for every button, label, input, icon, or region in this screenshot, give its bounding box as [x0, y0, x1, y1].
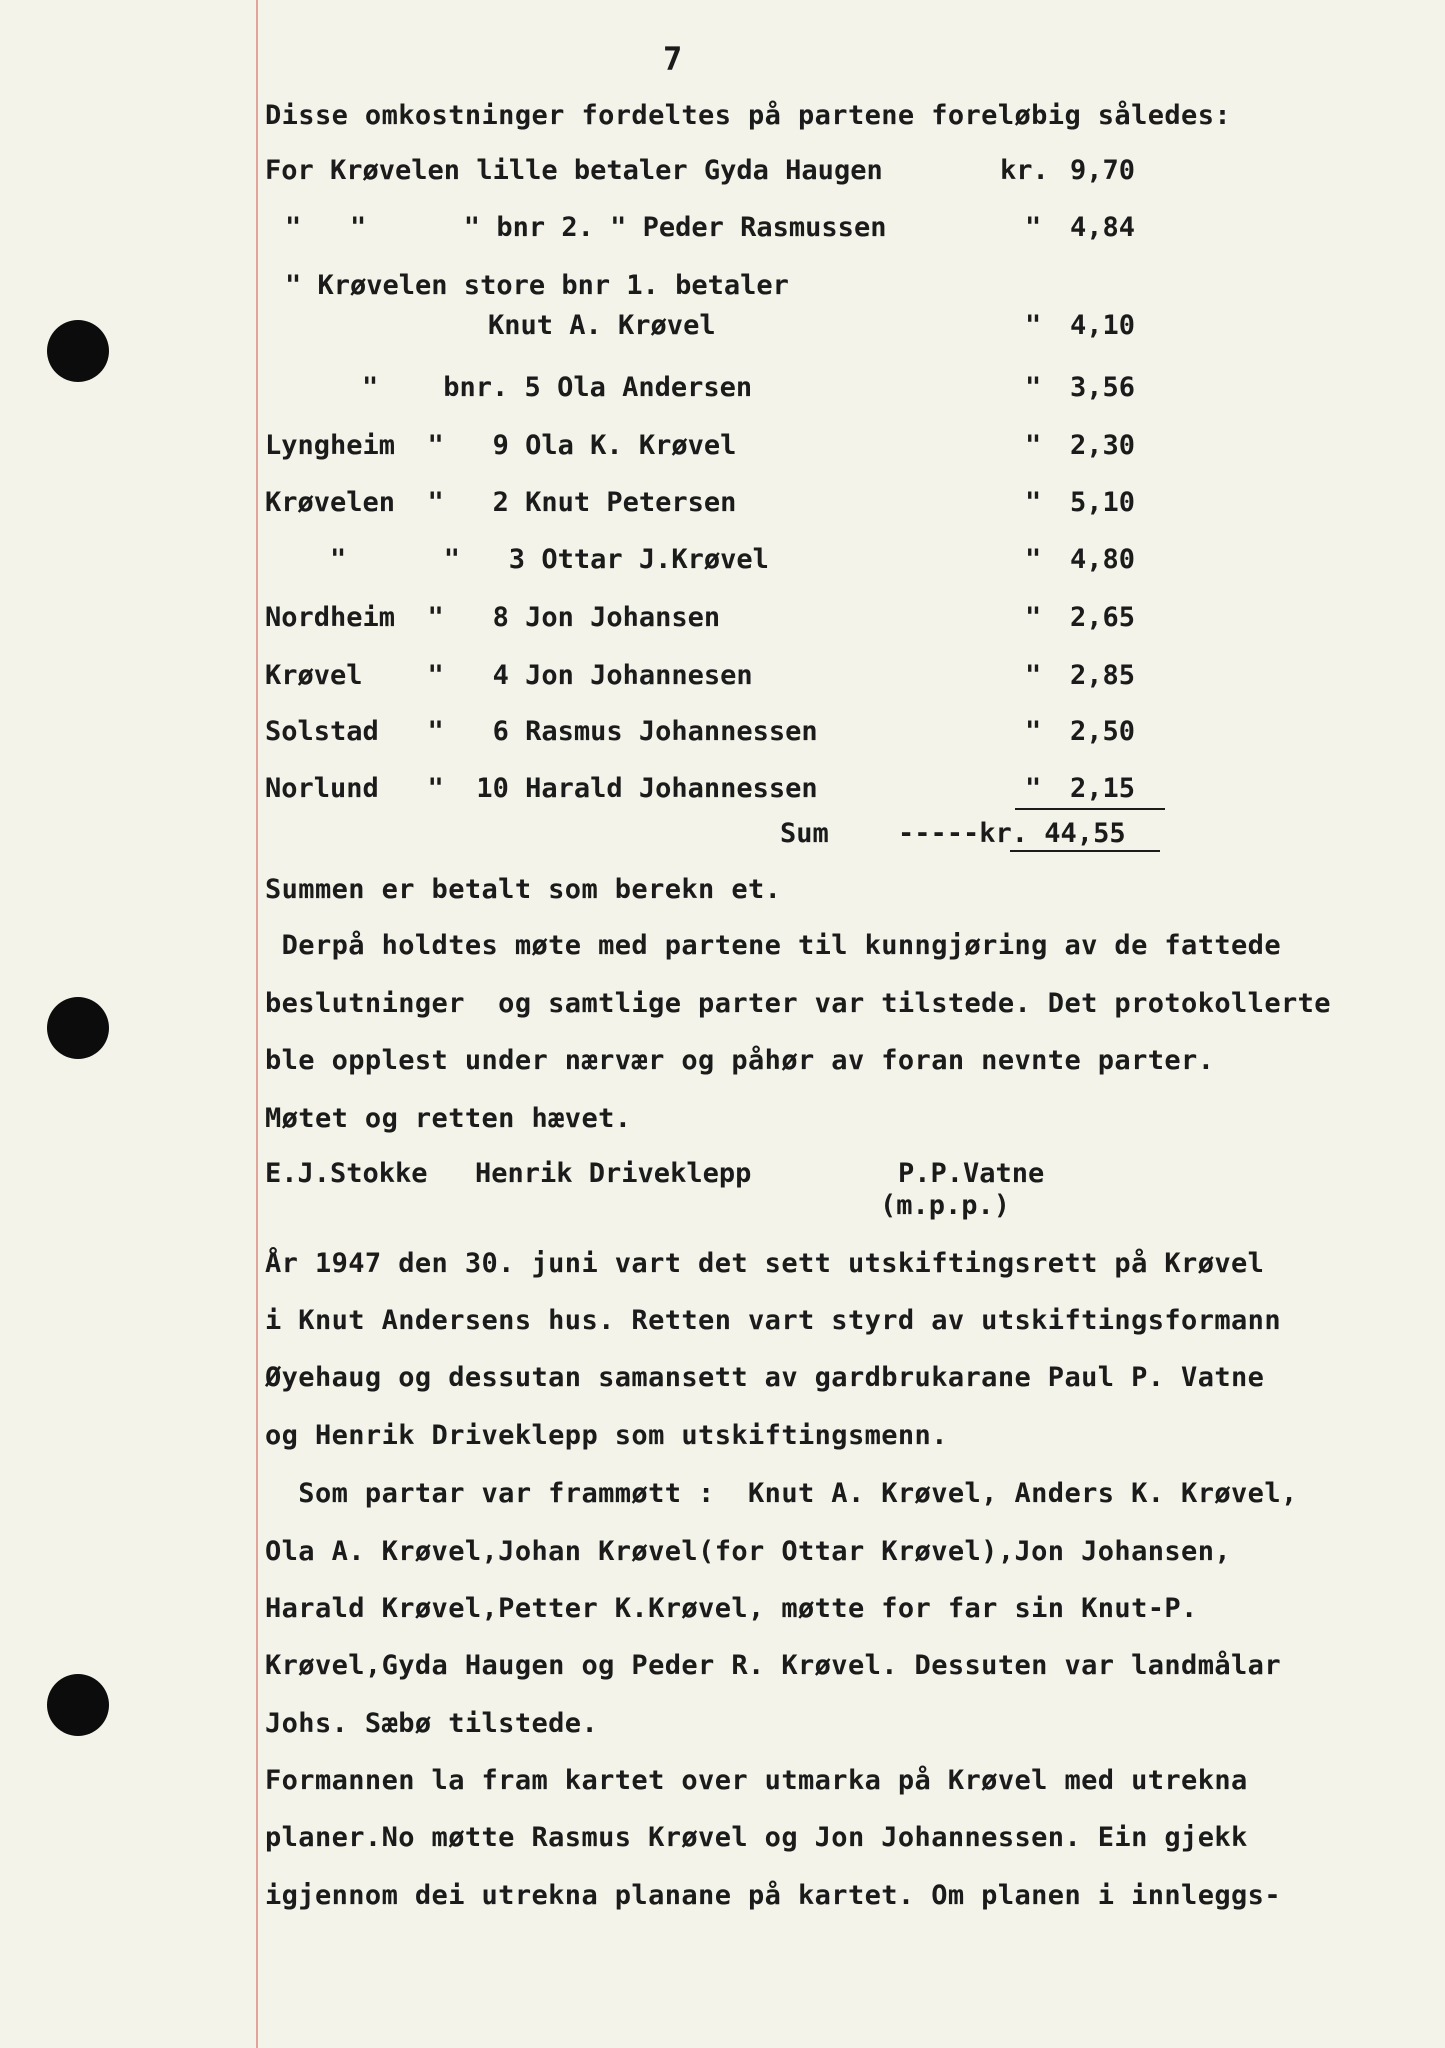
text-line: og Henrik Driveklepp som utskiftingsmenn.: [265, 1420, 948, 1451]
cost-amount: 4,84: [1070, 212, 1136, 243]
cost-amount: 2,65: [1070, 602, 1136, 633]
text-line: Krøvel,Gyda Haugen og Peder R. Krøvel. Dessuten var landmålar: [265, 1650, 1281, 1681]
signature: E.J.Stokke: [265, 1158, 428, 1189]
text-line: beslutninger og samtlige parter var tilstede. Det protokollerte: [265, 988, 1331, 1019]
text-line: Øyehaug og dessutan samansett av gardbrukarane Paul P. Vatne: [265, 1362, 1265, 1393]
cost-unit: ": [1025, 773, 1042, 804]
text-line: Johs. Sæbø tilstede.: [265, 1708, 599, 1739]
signature: P.P.Vatne: [898, 1158, 1045, 1189]
cost-unit: ": [1025, 544, 1042, 575]
cost-unit: ": [1025, 716, 1042, 747]
punch-hole: [47, 1674, 109, 1736]
text-line: ble opplest under nærvær og påhør av foran nevnte parter.: [265, 1045, 1215, 1076]
cost-unit: ": [1025, 372, 1042, 403]
cost-name: " " 3 Ottar J.Krøvel: [330, 544, 769, 575]
cost-name: " " " bnr 2. " Peder Rasmussen: [285, 212, 887, 243]
signature: Henrik Driveklepp: [475, 1158, 752, 1189]
cost-amount: 4,80: [1070, 544, 1136, 575]
cost-amount: 2,85: [1070, 660, 1136, 691]
text-line: Møtet og retten hævet.: [265, 1103, 632, 1134]
text-line: planer.No møtte Rasmus Krøvel og Jon Johannessen. Ein gjekk: [265, 1822, 1248, 1853]
sum-value: -----kr. 44,55: [898, 818, 1126, 849]
sum-label: Sum: [780, 818, 829, 849]
punch-hole: [47, 320, 109, 382]
cost-name: Solstad " 6 Rasmus Johannessen: [265, 716, 818, 747]
page-number: 7: [663, 40, 683, 78]
cost-name: " Krøvelen store bnr 1. betaler: [285, 270, 789, 301]
text-line: igjennom dei utrekna planane på kartet. Om planen i innleggs-: [265, 1880, 1281, 1911]
text-line: Formannen la fram kartet over utmarka på Krøvel med utrekna: [265, 1765, 1248, 1796]
cost-name: Knut A. Krøvel: [488, 310, 716, 341]
cost-name: " bnr. 5 Ola Andersen: [362, 372, 753, 403]
punch-hole: [47, 997, 109, 1059]
intro-line: Disse omkostninger fordeltes på partene foreløbig således:: [265, 100, 1232, 131]
sum-rule: [1015, 808, 1165, 810]
cost-amount: 5,10: [1070, 487, 1136, 518]
margin-rule: [256, 0, 258, 2048]
cost-unit: ": [1025, 660, 1042, 691]
cost-amount: 2,50: [1070, 716, 1136, 747]
cost-unit: ": [1025, 430, 1042, 461]
cost-name: For Krøvelen lille betaler Gyda Haugen: [265, 155, 883, 186]
cost-unit: ": [1025, 487, 1042, 518]
text-line: År 1947 den 30. juni vart det sett utskiftingsrett på Krøvel: [265, 1248, 1265, 1279]
cost-amount: 9,70: [1070, 155, 1136, 186]
cost-unit: kr.: [1000, 155, 1049, 186]
text-line: Harald Krøvel,Petter K.Krøvel, møtte for far sin Knut-P.: [265, 1593, 1198, 1624]
cost-name: Nordheim " 8 Jon Johansen: [265, 602, 721, 633]
cost-name: Lyngheim " 9 Ola K. Krøvel: [265, 430, 737, 461]
cost-name: Krøvel " 4 Jon Johannesen: [265, 660, 753, 691]
text-line: Som partar var frammøtt : Knut A. Krøvel, Anders K. Krøvel,: [265, 1478, 1298, 1509]
cost-name: Norlund " 10 Harald Johannessen: [265, 773, 818, 804]
cost-unit: ": [1025, 602, 1042, 633]
cost-unit: ": [1025, 212, 1042, 243]
text-line: Summen er betalt som berekn et.: [265, 874, 782, 905]
cost-amount: 2,30: [1070, 430, 1136, 461]
cost-amount: 3,56: [1070, 372, 1136, 403]
cost-name: Krøvelen " 2 Knut Petersen: [265, 487, 737, 518]
sum-rule: [1010, 850, 1160, 852]
signature-note: (m.p.p.): [880, 1190, 1011, 1221]
cost-amount: 4,10: [1070, 310, 1136, 341]
cost-amount: 2,15: [1070, 773, 1136, 804]
text-line: i Knut Andersens hus. Retten vart styrd av utskiftingsformann: [265, 1305, 1281, 1336]
text-line: Ola A. Krøvel,Johan Krøvel(for Ottar Krøvel),Jon Johansen,: [265, 1536, 1232, 1567]
text-line: Derpå holdtes møte med partene til kunngjøring av de fattede: [265, 930, 1281, 961]
cost-unit: ": [1025, 310, 1042, 341]
